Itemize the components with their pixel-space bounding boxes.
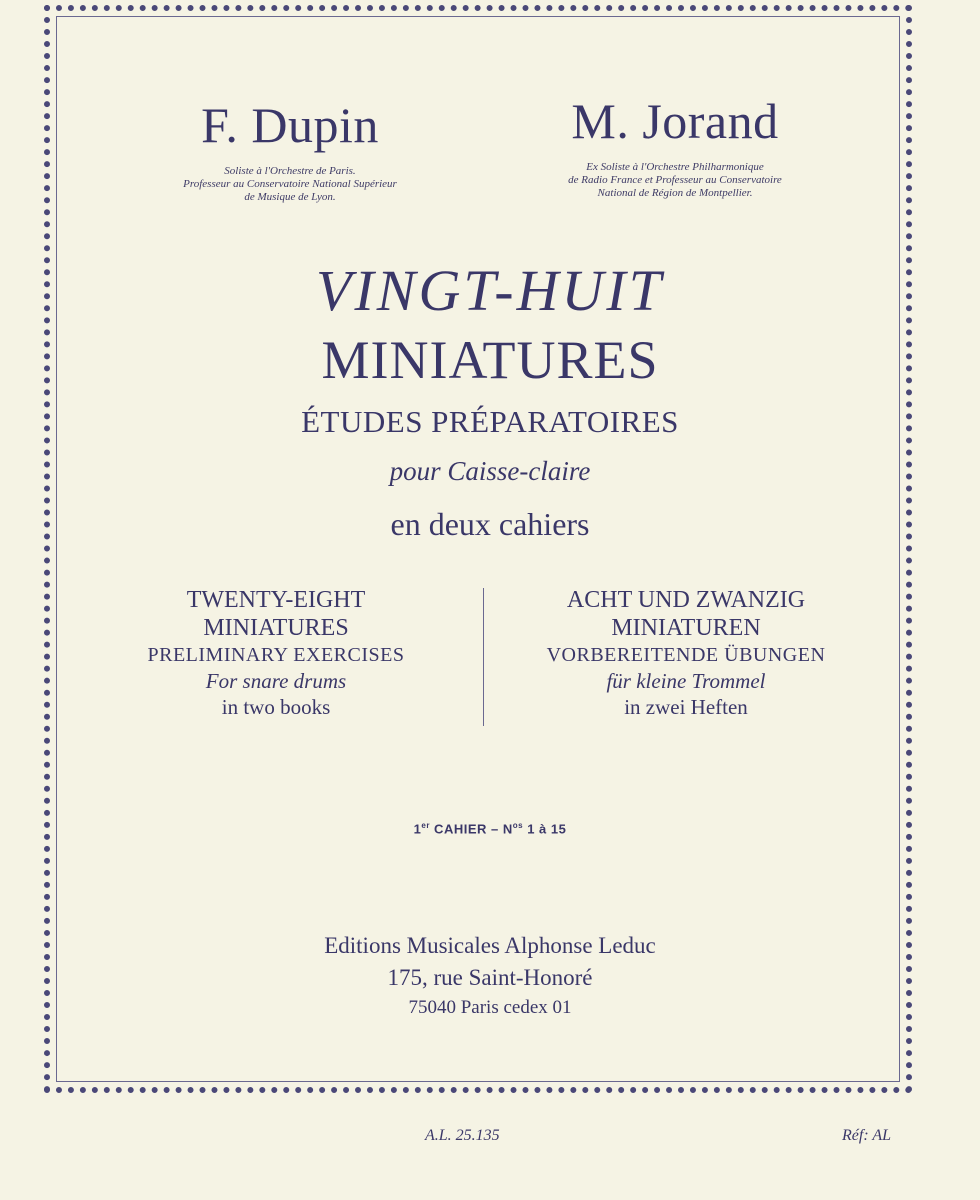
- author-block-jorand: [510, 93, 840, 200]
- subtitle-etudes: ÉTUDES PRÉPARATOIRES: [301, 404, 679, 439]
- author-description: Ex Soliste à l'Orchestre Philharmonique de Radio France et Professeur au Conservatoire National de Région de Montpellier.: [568, 161, 782, 199]
- german-line4: für kleine Trommel: [606, 669, 766, 693]
- title-vingt-huit: VINGT-HUIT: [316, 258, 664, 323]
- author-name: F. Dupin: [201, 97, 379, 153]
- german-column: [516, 586, 856, 720]
- german-line2: MINIATUREN: [611, 615, 761, 641]
- volume-label: 1er CAHIER – $N^{os}$ 1 à 15: [413, 821, 567, 837]
- instrument-line: pour Caisse-claire: [389, 456, 591, 486]
- author-block-dupin: [130, 97, 450, 204]
- english-line1: TWENTY-EIGHT: [186, 587, 366, 613]
- title-miniatures: MINIATURES: [321, 330, 659, 390]
- publisher-street: 175, rue Saint-Honoré: [387, 965, 593, 990]
- publisher-block: [200, 930, 780, 1022]
- reference-code: Réf: AL: [842, 1127, 892, 1144]
- books-line: en deux cahiers: [390, 506, 590, 542]
- publisher-city: 75040 Paris cedex 01: [408, 997, 572, 1018]
- publisher-name: Editions Musicales Alphonse Leduc: [324, 933, 656, 958]
- german-line1: ACHT UND ZWANZIG: [566, 587, 806, 613]
- column-divider: [483, 588, 484, 726]
- english-line4: For snare drums: [205, 669, 347, 693]
- author-description: Soliste à l'Orchestre de Paris. Professeur au Conservatoire National Supérieur de Musique de Lyon.: [183, 165, 397, 203]
- catalog-number: A.L. 25.135: [425, 1127, 500, 1144]
- english-line2: MINIATURES: [203, 615, 349, 641]
- english-column: [106, 586, 446, 720]
- english-line3: PRELIMINARY EXERCISES: [147, 644, 405, 666]
- author-name: M. Jorand: [571, 93, 779, 149]
- german-line5: in zwei Heften: [624, 695, 748, 719]
- german-line3: VORBEREITENDE ÜBUNGEN: [546, 644, 826, 666]
- english-line5: in two books: [221, 695, 331, 719]
